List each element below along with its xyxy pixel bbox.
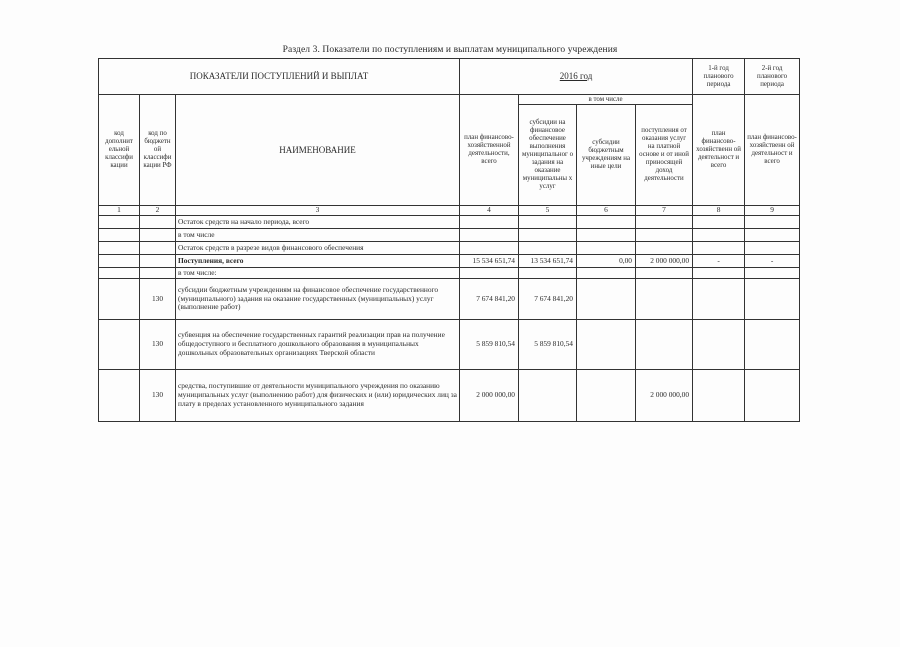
cell-plan-y1 bbox=[693, 216, 745, 229]
column-number: 5 bbox=[519, 206, 577, 216]
cell-name: Остаток средств в разрезе видов финансового обеспечения bbox=[176, 242, 460, 255]
cell-name: в том числе bbox=[176, 229, 460, 242]
table-row bbox=[99, 370, 800, 422]
header-plan-year-2: 2-й год планового периода bbox=[745, 59, 800, 95]
cell-code-budget: 130 bbox=[140, 279, 176, 320]
cell-plan-y2 bbox=[745, 279, 800, 320]
header-including: в том числе bbox=[519, 95, 693, 105]
column-number: 3 bbox=[176, 206, 460, 216]
cell-plan-y1 bbox=[693, 242, 745, 255]
cell-code-budget bbox=[140, 242, 176, 255]
cell-code-budget: 130 bbox=[140, 370, 176, 422]
table-row bbox=[99, 268, 800, 279]
cell-name: средства, поступившие от деятельности муниципального учреждения по оказанию муниципальных услуг (выполнению работ) для физических и (или) юридических лиц за плату в пределах установленного муниципального задания bbox=[176, 370, 460, 422]
cell-total bbox=[460, 242, 519, 255]
cell-subsidy-other bbox=[577, 268, 636, 279]
cell-code-additional bbox=[99, 279, 140, 320]
cell-subsidy-task bbox=[519, 242, 577, 255]
cell-paid bbox=[636, 229, 693, 242]
column-number: 4 bbox=[460, 206, 519, 216]
cell-total: 5 859 810,54 bbox=[460, 320, 519, 370]
cell-total: 2 000 000,00 bbox=[460, 370, 519, 422]
header-paid-services: поступления от оказания услуг на платной основе и от иной приносящей доход деятельности bbox=[636, 105, 693, 206]
cell-subsidy-task: 5 859 810,54 bbox=[519, 320, 577, 370]
cell-code-additional bbox=[99, 268, 140, 279]
cell-code-additional bbox=[99, 320, 140, 370]
cell-total bbox=[460, 268, 519, 279]
cell-subsidy-other bbox=[577, 229, 636, 242]
cell-name: субсидии бюджетным учреждениям на финансовое обеспечение государственного (муниципального) задания на оказание государственных (муниципальных) услуг (выполнение работ) bbox=[176, 279, 460, 320]
cell-paid bbox=[636, 320, 693, 370]
cell-paid: 2 000 000,00 bbox=[636, 370, 693, 422]
cell-code-additional bbox=[99, 229, 140, 242]
header-code-budget: код по бюджетн ой классифи кации РФ bbox=[140, 95, 176, 206]
page-title: Раздел 3. Показатели по поступлениям и выплатам муниципального учреждения bbox=[282, 45, 618, 55]
cell-plan-y2 bbox=[745, 320, 800, 370]
cell-plan-y2: - bbox=[745, 255, 800, 268]
column-numbers-row bbox=[99, 206, 800, 216]
cell-code-budget bbox=[140, 255, 176, 268]
cell-name: субвенция на обеспечение государственных гарантий реализации прав на получение общедоступного и бесплатного дошкольного образования в муниципальных дошкольных образовательных организациях Тверской области bbox=[176, 320, 460, 370]
cell-total bbox=[460, 216, 519, 229]
cell-name: в том числе: bbox=[176, 268, 460, 279]
header-row-including bbox=[99, 95, 800, 105]
cell-plan-y1: - bbox=[693, 255, 745, 268]
header-plan-year-1: 1-й год планового периода bbox=[693, 59, 745, 95]
cell-subsidy-other: 0,00 bbox=[577, 255, 636, 268]
cell-plan-y1 bbox=[693, 370, 745, 422]
header-code-additional: код дополнит ельной классифи кации bbox=[99, 95, 140, 206]
header-plan-total: план финансово-хозяйственной деятельности, всего bbox=[460, 95, 519, 206]
cell-total: 15 534 651,74 bbox=[460, 255, 519, 268]
column-number: 7 bbox=[636, 206, 693, 216]
indicators-table bbox=[98, 58, 800, 422]
cell-subsidy-other bbox=[577, 370, 636, 422]
cell-name: Поступления, всего bbox=[176, 255, 460, 268]
header-subsidy-other: субсидии бюджетным учреждениям на иные цели bbox=[577, 105, 636, 206]
cell-subsidy-task: 7 674 841,20 bbox=[519, 279, 577, 320]
cell-name: Остаток средств на начало периода, всего bbox=[176, 216, 460, 229]
cell-total: 7 674 841,20 bbox=[460, 279, 519, 320]
cell-total bbox=[460, 229, 519, 242]
cell-subsidy-other bbox=[577, 242, 636, 255]
table-row bbox=[99, 242, 800, 255]
cell-paid bbox=[636, 216, 693, 229]
cell-plan-y1 bbox=[693, 229, 745, 242]
cell-plan-y2 bbox=[745, 216, 800, 229]
column-number: 9 bbox=[745, 206, 800, 216]
header-year: 2016 год bbox=[460, 59, 693, 95]
cell-plan-y2 bbox=[745, 268, 800, 279]
cell-subsidy-task bbox=[519, 229, 577, 242]
header-plan-y1: план финансово-хозяйственн ой деятельност и всего bbox=[693, 95, 745, 206]
cell-code-additional bbox=[99, 370, 140, 422]
cell-subsidy-task: 13 534 651,74 bbox=[519, 255, 577, 268]
table-row bbox=[99, 229, 800, 242]
column-number: 6 bbox=[577, 206, 636, 216]
cell-subsidy-other bbox=[577, 320, 636, 370]
cell-plan-y2 bbox=[745, 242, 800, 255]
cell-paid bbox=[636, 242, 693, 255]
header-row-top bbox=[99, 59, 800, 95]
cell-code-budget bbox=[140, 216, 176, 229]
cell-subsidy-task bbox=[519, 216, 577, 229]
header-plan-y2: план финансово-хозяйственн ой деятельност и всего bbox=[745, 95, 800, 206]
table-row bbox=[99, 320, 800, 370]
cell-plan-y1 bbox=[693, 268, 745, 279]
column-number: 2 bbox=[140, 206, 176, 216]
header-name: НАИМЕНОВАНИЕ bbox=[176, 95, 460, 206]
column-number: 8 bbox=[693, 206, 745, 216]
cell-code-additional bbox=[99, 255, 140, 268]
header-subsidy-task: субсидии на финансовое обеспечение выполнения муниципальног о задания на оказание муниципальны х услуг bbox=[519, 105, 577, 206]
cell-plan-y1 bbox=[693, 320, 745, 370]
cell-code-budget bbox=[140, 268, 176, 279]
cell-plan-y2 bbox=[745, 229, 800, 242]
cell-paid bbox=[636, 268, 693, 279]
table-row bbox=[99, 279, 800, 320]
cell-subsidy-task bbox=[519, 370, 577, 422]
cell-paid bbox=[636, 279, 693, 320]
cell-subsidy-other bbox=[577, 279, 636, 320]
cell-subsidy-task bbox=[519, 268, 577, 279]
cell-code-budget bbox=[140, 229, 176, 242]
cell-plan-y1 bbox=[693, 279, 745, 320]
cell-plan-y2 bbox=[745, 370, 800, 422]
table-row bbox=[99, 255, 800, 268]
cell-code-budget: 130 bbox=[140, 320, 176, 370]
cell-code-additional bbox=[99, 242, 140, 255]
cell-paid: 2 000 000,00 bbox=[636, 255, 693, 268]
column-number: 1 bbox=[99, 206, 140, 216]
table-row bbox=[99, 216, 800, 229]
cell-subsidy-other bbox=[577, 216, 636, 229]
cell-code-additional bbox=[99, 216, 140, 229]
header-indicators: ПОКАЗАТЕЛИ ПОСТУПЛЕНИЙ И ВЫПЛАТ bbox=[99, 59, 460, 95]
